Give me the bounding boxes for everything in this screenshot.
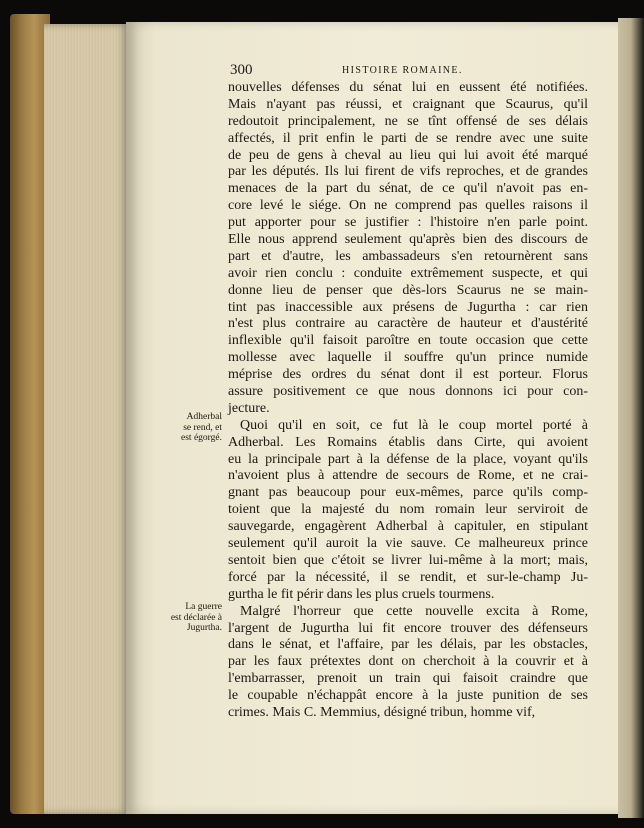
text-line: eu la principale part à la défense de la place, voyant qu'ils bbox=[228, 451, 588, 467]
running-head: HISTOIRE ROMAINE. bbox=[342, 65, 463, 76]
margin-note-line: La guerre bbox=[185, 602, 222, 612]
text-line: le coupable n'échappât encore à la juste punition de ses bbox=[228, 688, 588, 704]
text-line: jecture. bbox=[228, 400, 270, 416]
text-line: menaces de la part du sénat, de ce qu'il n'avoit pas en- bbox=[228, 181, 588, 197]
margin-note-line: Jugurtha. bbox=[186, 623, 222, 633]
text-line: l'argent de Jugurtha lui fit encore trouver des défenseurs bbox=[228, 620, 588, 636]
text-line: méprise des ordres du sénat dont il est porteur. Florus bbox=[228, 367, 588, 383]
text-line: Elle nous apprend seulement qu'après bien des discours de bbox=[228, 232, 588, 248]
text-line: l'embarrasser, prenoit un train qui faisoit craindre que bbox=[228, 671, 588, 687]
text-line: Quoi qu'il en soit, ce fut là le coup mortel porté à bbox=[240, 417, 588, 433]
text-line: affectés, il prit enfin le parti de se rendre avec une suite bbox=[228, 130, 588, 146]
text-line: donne lieu de penser que dès-lors Scaurus ne se main- bbox=[228, 282, 588, 298]
margin-note-adherbal bbox=[160, 412, 222, 444]
margin-note-line: est déclarée à bbox=[170, 612, 222, 623]
margin-note-line: Adherbal bbox=[186, 412, 222, 422]
margin-note-line: se rend, et bbox=[183, 422, 222, 433]
text-line: forcé par la nécessité, il se rendit, et sur-le-champ Ju- bbox=[228, 569, 588, 585]
text-line: sentoit bien que c'étoit se livrer lui-même à la mort; mais, bbox=[228, 552, 588, 568]
text-line: part et d'autre, les ambassadeurs s'en retournèrent sans bbox=[228, 248, 588, 264]
page-edges-stack bbox=[44, 24, 130, 814]
text-line: toient que la majesté du nom romain leur serviroit de bbox=[228, 502, 588, 518]
text-line: n'avoient plus à attendre de secours de Rome, et ne crai- bbox=[228, 468, 588, 484]
text-line: assure positivement ce que nous donnons ici pour con- bbox=[228, 384, 588, 400]
text-line: put apporter pour se justifier : l'histoire n'en parle point. bbox=[228, 215, 588, 231]
margin-note-guerre bbox=[160, 602, 222, 634]
text-line: dans le sénat, et l'affaire, par les délais, par les obstacles, bbox=[228, 637, 588, 653]
text-line: core levé le siége. On ne comprend pas quelles raisons il bbox=[228, 198, 588, 214]
text-line: inflexible qu'il faisoit paroître en toute occasion que cette bbox=[228, 333, 588, 349]
text-line: de peu de gens à cheval au lieu qui lui avoit été marqué bbox=[228, 147, 588, 163]
text-line: tint pas inaccessible aux présens de Jugurtha : car rien bbox=[228, 299, 588, 315]
text-line: gurtha le fit périr dans les plus cruels tourmens. bbox=[228, 586, 495, 602]
text-line: par les faux prétextes dont on cherchoit à la couvrir et à bbox=[228, 654, 588, 670]
text-line: Mais n'ayant pas réussi, et craignant que Scaurus, qu'il bbox=[228, 96, 588, 112]
text-line: Adherbal. Les Romains établis dans Cirte, qui avoient bbox=[228, 434, 588, 450]
text-line: redoutoit principalement, ne se tînt offensé de ses délais bbox=[228, 113, 588, 129]
text-line: n'est plus contraire au caractère de hauteur et d'austérité bbox=[228, 316, 588, 332]
text-line: nouvelles défenses du sénat lui en eussent été notifiées. bbox=[228, 80, 588, 95]
margin-note-line: est égorgé. bbox=[181, 433, 222, 443]
text-line: sauvegarde, engagèrent Adherbal à capituler, en stipulant bbox=[228, 519, 588, 535]
text-line: gnant pas beaucoup pour eux-mêmes, parce qu'ils comp- bbox=[228, 485, 588, 501]
text-line: Malgré l'horreur que cette nouvelle excita à Rome, bbox=[240, 603, 588, 619]
text-line: crimes. Mais C. Memmius, désigné tribun, homme vif, bbox=[228, 704, 536, 720]
body-text bbox=[228, 80, 588, 722]
page-header bbox=[230, 62, 586, 80]
text-line: avoir rien conclu : conduite extrêmement suspecte, et qui bbox=[228, 265, 588, 281]
text-line: seulement qu'il auroit la vie sauve. Ce malheureux prince bbox=[228, 536, 588, 552]
facing-page-edge bbox=[618, 18, 644, 818]
text-line: par les députés. Ils lui firent de vifs reproches, et de grandes bbox=[228, 164, 588, 180]
text-line: mollesse avec laquelle il souffre qu'un prince numide bbox=[228, 350, 588, 366]
page-number: 300 bbox=[230, 62, 253, 78]
